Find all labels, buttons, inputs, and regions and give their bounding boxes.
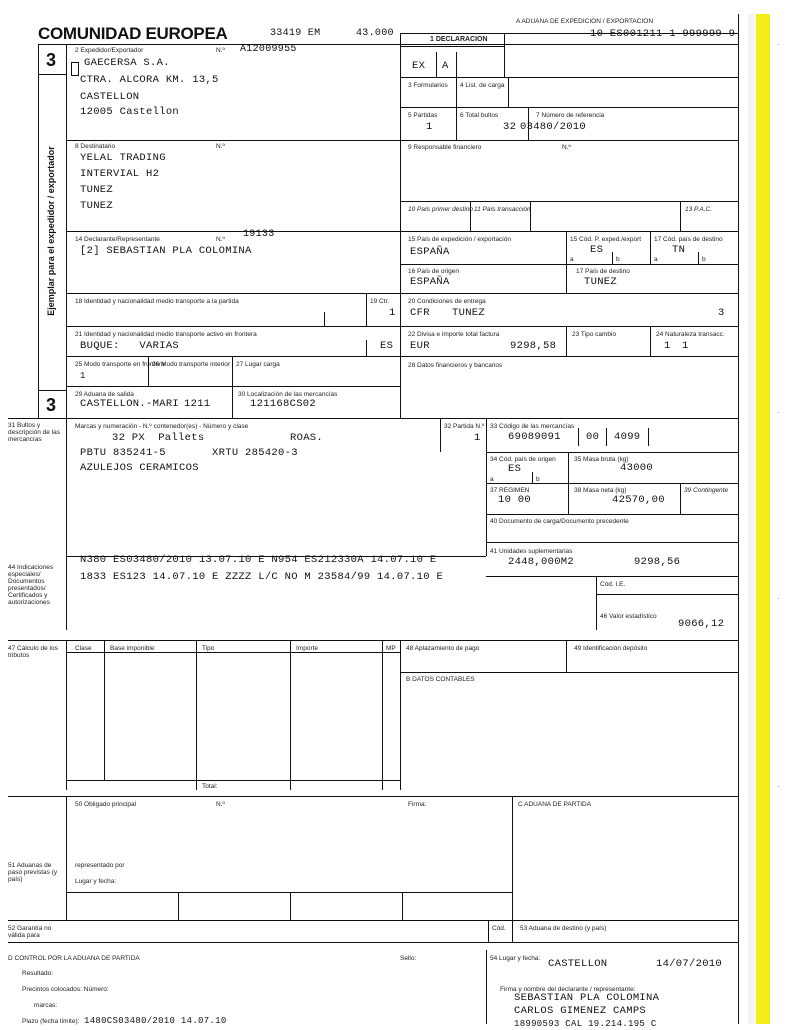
origin-country: ESPAÑA xyxy=(410,276,450,288)
tax-col-header: Clase xyxy=(75,645,92,652)
box25-label: 25 Modo transporte en frontera xyxy=(75,361,165,368)
rule xyxy=(400,640,401,790)
rule xyxy=(66,796,67,920)
rule xyxy=(38,74,66,75)
rule xyxy=(456,107,457,140)
items-count: 1 xyxy=(426,121,433,133)
box15a-a: a xyxy=(570,256,574,263)
reference-number: 03480/2010 xyxy=(520,121,587,133)
tax-total-label: Total: xyxy=(202,783,218,790)
total-packages: 32 xyxy=(503,121,517,133)
rule xyxy=(324,312,325,326)
border-transport: BUQUE: VARIAS xyxy=(80,340,180,352)
rule xyxy=(648,428,649,446)
box9-label: 9 Responsable financiero xyxy=(408,144,482,151)
box39-label: 39 Contingente xyxy=(684,487,729,494)
rule xyxy=(290,640,291,790)
box41-label: 41 Unidades suplementarias xyxy=(490,548,573,555)
rule xyxy=(104,640,105,780)
commodity-code: 69089091 xyxy=(508,431,561,443)
box9-no-label: N.º xyxy=(562,144,571,151)
box34-b: b xyxy=(536,476,540,483)
rule xyxy=(504,33,505,77)
box49-label: 49 Identificación depósito xyxy=(574,645,648,652)
rule xyxy=(400,201,738,202)
rule xyxy=(486,483,738,484)
rule xyxy=(508,77,509,107)
rule xyxy=(290,892,291,920)
box16-label: 16 País de origen xyxy=(408,268,459,275)
goods-line: AZULEJOS CERAMICOS xyxy=(80,462,199,474)
box10-label: 10 País primer destino xyxy=(408,206,474,213)
rule xyxy=(578,428,579,446)
box47-label: 47 Cálculo de los tributos xyxy=(8,645,58,659)
rule xyxy=(738,14,739,1024)
commodity-code: 00 xyxy=(586,431,600,443)
box17a-b: b xyxy=(702,256,706,263)
box13-label: 13 P.A.C. xyxy=(685,206,712,213)
rule xyxy=(366,340,367,356)
exporter-line: CASTELLON xyxy=(80,91,140,103)
border-transport-country: ES xyxy=(380,340,394,352)
rule xyxy=(566,640,567,672)
rule xyxy=(148,356,149,386)
rule xyxy=(8,640,738,641)
rule xyxy=(456,52,457,77)
box52-cod: Cód. xyxy=(492,925,506,932)
boxC-label: C ADUANA DE PARTIDA xyxy=(518,801,592,808)
rule xyxy=(8,942,738,943)
box3-label: 3 Formularios xyxy=(408,82,448,89)
box44-label: 44 Indicaciones especiales/ Documentos presentados/ Certificados y autorizaciones xyxy=(8,564,54,606)
consignee-line: TUNEZ xyxy=(80,200,114,212)
declarant-signature-name: CARLOS GIMENEZ CAMPS xyxy=(514,1005,647,1017)
rule xyxy=(178,892,179,920)
rule xyxy=(566,326,567,356)
rule xyxy=(488,920,489,942)
rule xyxy=(400,33,738,34)
rule xyxy=(66,293,738,294)
box30-label: 30 Localización de las mercancías xyxy=(238,391,338,398)
box17a-a: a xyxy=(654,256,658,263)
rule xyxy=(470,201,471,231)
special-mention: 1833 ES123 14.07.10 E ZZZZ L/C NO M 23584/99 14.07.10 E xyxy=(80,571,444,583)
rule xyxy=(232,356,233,386)
copy-number: 3 xyxy=(46,395,57,415)
dispatch-country-code: ES xyxy=(590,244,604,256)
consignee-line: TUNEZ xyxy=(80,184,114,196)
box15-label: 15 País de expedición / exportación xyxy=(408,236,511,243)
rule xyxy=(512,796,513,920)
consignee-line: INTERVIAL H2 xyxy=(80,168,160,180)
box37-label: 37 REGIMEN xyxy=(490,487,530,494)
box31-label: 31 Bultos y descripción de las mercancías xyxy=(8,422,61,443)
rule xyxy=(66,652,400,653)
goods-line: 32 PX Pallets xyxy=(112,432,205,444)
rule xyxy=(486,576,738,577)
tax-col-header: Importe xyxy=(296,645,319,652)
box4-label: 4 List. de carga xyxy=(460,82,505,89)
rule xyxy=(400,107,738,108)
declarant-signature-name: SEBASTIAN PLA COLOMINA xyxy=(514,992,660,1004)
box53-label: 53 Aduana de destino (y país) xyxy=(520,925,607,932)
rule xyxy=(66,326,738,327)
destination-country: TUNEZ xyxy=(584,276,618,288)
rule xyxy=(382,640,383,790)
rule xyxy=(596,576,597,630)
boxD-seals: Precintos colocados: Número: xyxy=(22,986,109,993)
rule xyxy=(486,950,487,1024)
box11-label: 11 País transacción xyxy=(474,206,531,213)
box32-label: 32 Partida N.º xyxy=(444,423,485,430)
box50-no-label: N.º xyxy=(216,801,225,808)
declaration-type: EX xyxy=(412,60,426,72)
rule xyxy=(8,796,738,797)
box24-label: 24 Naturaleza transacc. xyxy=(656,331,725,338)
exporter-line: GAECERSA S.A. xyxy=(84,57,170,69)
box46-label: 46 Valor estadístico xyxy=(600,613,657,620)
rule xyxy=(680,483,681,514)
tax-col-header: Base imponible xyxy=(110,645,155,652)
invoice-total: 9298,58 xyxy=(510,340,557,352)
rule xyxy=(66,892,512,893)
box28-label: 28 Datos financieros y bancarios xyxy=(408,362,503,369)
rule xyxy=(680,201,681,231)
rule xyxy=(650,326,651,356)
exit-office-code: 1211 xyxy=(184,398,211,410)
box-a-value: 10 ES001211 1 999999 9 xyxy=(590,28,736,40)
declarant-id: 19133 xyxy=(243,229,275,240)
rule xyxy=(400,672,738,673)
box38-label: 38 Masa neta (kg) xyxy=(574,487,627,494)
rule xyxy=(650,231,651,264)
supplementary-value: 9298,56 xyxy=(634,556,681,568)
place-date-label: Lugar y fecha: xyxy=(75,878,117,885)
rule xyxy=(486,542,738,543)
box54-signature-label: Firma y nombre del declarante / representante: xyxy=(500,986,636,993)
signing-place: CASTELLON xyxy=(548,958,608,970)
rule xyxy=(698,252,699,264)
box15a-label: 15 Cód. P. exped./export xyxy=(570,236,642,243)
rule xyxy=(66,418,67,630)
goods-line: PBTU 835241-5 XRTU 285420-3 xyxy=(80,447,298,459)
rule xyxy=(606,428,607,446)
goods-location: 121168CS02 xyxy=(250,398,317,410)
box8-label: 8 Destinatario xyxy=(75,143,116,150)
box18-label: 18 Identidad y nacionalidad medio transporte a la partida xyxy=(75,298,239,305)
form-title: COMUNIDAD EUROPEA xyxy=(38,24,228,43)
boxD-seal: Sello: xyxy=(400,955,417,962)
box23-label: 23 Tipo cambio xyxy=(572,331,617,338)
rule xyxy=(612,252,613,264)
declarant-name: [2] SEBASTIAN PLA COLOMINA xyxy=(80,245,252,257)
box2-label: 2 Expedidor/Exportador xyxy=(75,47,144,54)
rule xyxy=(66,140,738,141)
rule xyxy=(486,514,738,515)
exporter-id: A12009955 xyxy=(240,44,297,55)
rule xyxy=(400,77,738,78)
incoterm: CFR xyxy=(410,307,430,319)
declaration-subtype: A xyxy=(442,60,449,72)
box7-label: 7 Número de referencia xyxy=(536,112,605,119)
rule xyxy=(436,52,437,77)
rule xyxy=(38,390,66,391)
box19-label: 19 Ctr. xyxy=(370,298,390,305)
boxD-result: Resultado: xyxy=(22,970,54,977)
exit-office: CASTELLON.-MARI xyxy=(80,398,180,410)
box40-label: 40 Documento de carga/Documento precedente xyxy=(490,518,629,525)
rule xyxy=(400,46,504,47)
box17-label: 17 País de destino xyxy=(576,268,630,275)
commodity-code: 4099 xyxy=(614,431,641,443)
statistical-value: 9066,12 xyxy=(678,618,725,630)
scan-mark: ˙ xyxy=(776,598,781,608)
net-mass: 42570,00 xyxy=(612,494,665,506)
rule xyxy=(232,386,233,418)
rule xyxy=(530,201,531,231)
scan-mark: ˙ xyxy=(776,44,781,54)
origin-code: ES xyxy=(508,463,522,475)
box1-label: 1 DECLARACION xyxy=(430,36,488,43)
scan-mark: ˙ xyxy=(776,786,781,796)
rule xyxy=(66,780,400,781)
goods-extra: ROAS. xyxy=(290,432,324,444)
box20-label: 20 Condiciones de entrega xyxy=(408,298,486,305)
box27-label: 27 Lugar carga xyxy=(236,361,280,368)
declarant-id-line: 18990593 CAL 19.214.195 C xyxy=(514,1019,657,1029)
rule xyxy=(8,920,738,921)
box54-label: 54 Lugar y fecha: xyxy=(490,955,541,962)
gross-mass: 43000 xyxy=(620,462,654,474)
exporter-line: 12005 Castellon xyxy=(80,106,180,118)
represented-by: representado por xyxy=(75,862,125,869)
rule xyxy=(400,33,401,418)
tax-col-header: Tipo xyxy=(202,645,215,652)
box50-firma: Firma: xyxy=(408,801,427,808)
rule xyxy=(196,640,197,790)
boxB-label: B DATOS CONTABLES xyxy=(406,676,475,683)
rule xyxy=(486,418,487,556)
box33-label: 33 Código de las mercancías xyxy=(490,423,575,430)
boxD-marks: marcas: xyxy=(34,1002,58,1009)
box22-label: 22 Divisa e importe total factura xyxy=(408,331,500,338)
procedure-code: 10 00 xyxy=(498,494,532,506)
header-code: 43.000 xyxy=(356,28,394,39)
currency: EUR xyxy=(410,340,430,352)
rule xyxy=(486,452,738,453)
rule xyxy=(66,356,738,357)
side-copy-label: Ejemplar para el expedidor / exportador xyxy=(46,146,56,316)
box50-label: 50 Obligado principal xyxy=(75,801,137,808)
box2-no-label: N.º xyxy=(216,47,225,54)
scan-mark: ˙ xyxy=(776,412,781,422)
box51-label: 51 Aduanas de paso previstas (y país) xyxy=(8,862,58,883)
box14-label: 14 Declarante/Representante xyxy=(75,236,160,243)
copy-number: 3 xyxy=(46,50,57,70)
rule xyxy=(66,231,738,232)
box14-no-label: N.º xyxy=(216,236,225,243)
rule xyxy=(366,293,367,326)
box8-no-label: N.º xyxy=(216,143,225,150)
border-transport-mode: 1 xyxy=(80,371,86,381)
rule xyxy=(8,418,738,419)
box34-a: a xyxy=(490,476,494,483)
box52-label: 52 Garantía no válida para xyxy=(8,925,52,939)
box17a-label: 17 Cód. país de destino xyxy=(654,236,723,243)
rule xyxy=(402,892,403,920)
boxD-deadline-value: 1480CS03480/2010 14.07.10 xyxy=(84,1016,227,1026)
rule xyxy=(38,44,39,418)
supplementary-units: 2448,000M2 xyxy=(508,556,575,568)
box35-label: 35 Masa bruta (kg) xyxy=(574,456,629,463)
rule xyxy=(440,418,441,452)
rule xyxy=(456,77,457,107)
cod-ie-label: Cód. I.E. xyxy=(600,581,626,588)
box6-label: 6 Total bultos xyxy=(460,112,499,119)
box5-label: 5 Partidas xyxy=(408,112,438,119)
consignee-line: YELAL TRADING xyxy=(80,152,166,164)
checkbox-mark xyxy=(71,62,79,76)
rule xyxy=(566,231,567,293)
special-mention: N380 ES03480/2010 13.07.10 E N954 ES212330A 14.07.10 E xyxy=(80,554,437,566)
highlight-stripe xyxy=(756,14,770,1024)
box21-label: 21 Identidad y nacionalidad medio transporte activo en frontera xyxy=(75,331,257,338)
boxD-deadline: Plazo (fecha límite): xyxy=(22,1018,80,1025)
transaction-nature: 1 xyxy=(682,340,689,352)
boxD-label: D CONTROL POR LA ADUANA DE PARTIDA xyxy=(8,955,140,962)
box-a-label: A ADUANA DE EXPEDICION / EXPORTACION xyxy=(516,18,654,25)
box34-label: 34 Cód. país de origen xyxy=(490,456,556,463)
delivery-place: TUNEZ xyxy=(452,307,486,319)
box31-head: Marcas y numeración - N.º contenedor(es) - Número y clase xyxy=(75,423,249,430)
header-code: 33419 EM xyxy=(270,28,321,39)
signing-date: 14/07/2010 xyxy=(656,958,723,970)
box26-label: 26 Modo transporte interior xyxy=(152,361,231,368)
box29-label: 29 Aduana de salida xyxy=(75,391,134,398)
scan-edge xyxy=(748,14,754,1024)
rule xyxy=(66,386,400,387)
dispatch-country: ESPAÑA xyxy=(410,246,450,258)
rule xyxy=(512,920,513,942)
container-flag: 1 xyxy=(389,307,396,319)
rule xyxy=(596,594,738,595)
destination-country-code: TN xyxy=(672,244,686,256)
transaction-nature: 1 xyxy=(664,340,671,352)
rule xyxy=(400,264,738,265)
box15a-b: b xyxy=(616,256,620,263)
delivery-code: 3 xyxy=(718,307,725,319)
item-number: 1 xyxy=(474,432,481,444)
rule xyxy=(66,640,67,790)
box48-label: 48 Aplazamiento de pago xyxy=(406,645,480,652)
tax-col-header: MP xyxy=(386,645,396,652)
rule xyxy=(38,44,738,45)
exporter-line: CTRA. ALCORA KM. 13,5 xyxy=(80,74,219,86)
